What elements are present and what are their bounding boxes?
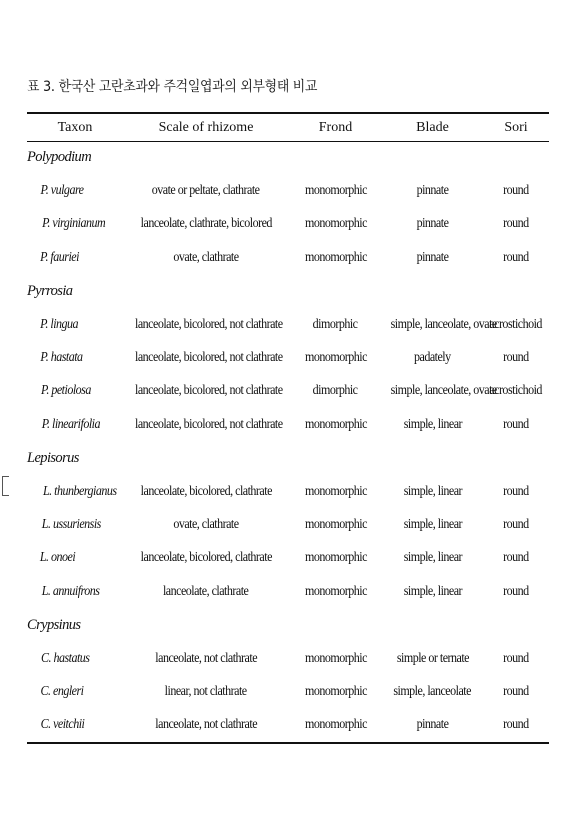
cell-frond [289,308,382,341]
cell-scale [123,575,289,608]
cell-scale-text: lanceolate, bicolored, not clathrate [135,416,283,432]
cell-taxon [27,709,123,742]
cell-taxon-text: P. vulgare [40,183,84,199]
cell-blade-text: simple, lanceolate [393,683,472,699]
cell-scale-text: lanceolate, clathrate, bicolored [140,216,272,232]
cell-sori-text: round [503,249,529,265]
col-header-sori: Sori [504,119,528,135]
cell-sori-text: round [503,183,529,199]
table-row [27,174,549,207]
cell-scale [123,542,289,575]
cell-sori-text: round [503,683,529,699]
header-row [27,114,549,141]
cell-taxon [27,575,123,608]
table-row [27,508,549,541]
cell-taxon [27,208,123,241]
cell-scale [123,341,289,374]
cell-scale-text: lanceolate, bicolored, not clathrate [135,316,283,332]
cell-taxon [27,508,123,541]
cell-blade-text: pinnate [416,216,449,232]
cell-scale-text: linear, not clathrate [165,683,247,699]
cell-taxon-text: P. fauriei [40,249,79,265]
cell-frond-text: monomorphic [304,483,367,499]
table-row [27,308,549,341]
cell-taxon-text: C. veitchii [40,717,85,733]
table-row [27,341,549,374]
table-body [27,141,549,742]
cell-blade [382,508,483,541]
cell-sori-text: round [503,583,529,599]
cell-frond-text: monomorphic [304,183,367,199]
cell-taxon-text: P. lingua [40,316,79,332]
cell-sori-text: round [503,483,529,499]
cell-scale-text: lanceolate, bicolored, not clathrate [135,350,283,366]
cell-scale-text: lanceolate, not clathrate [155,717,257,733]
cell-frond [289,341,382,374]
cell-taxon [27,174,123,207]
cell-frond-text: monomorphic [304,717,367,733]
cell-scale [123,308,289,341]
cell-frond-text: monomorphic [304,249,367,265]
col-header-blade: Blade [416,119,449,135]
cell-frond [289,642,382,675]
cell-scale-text: ovate, clathrate [173,249,239,265]
cell-blade [382,675,483,708]
cell-scale [123,174,289,207]
cell-sori-text: round [503,717,529,733]
cell-sori [483,709,549,742]
cell-blade [382,408,483,441]
cell-frond [289,542,382,575]
table-bottom-rule [27,742,549,744]
cell-sori [483,475,549,508]
cell-blade-text: padately [414,350,451,366]
cell-scale [123,642,289,675]
cell-frond-text: monomorphic [304,650,367,666]
genus-row [27,275,549,308]
cell-taxon-text: L. annuifrons [41,583,100,599]
cell-frond [289,208,382,241]
cell-taxon [27,642,123,675]
genus-name: Pyrrosia [27,282,73,299]
cell-sori [483,308,549,341]
cell-sori [483,408,549,441]
cell-taxon-text: P. linearifolia [41,416,101,432]
cell-blade-text: simple or ternate [396,650,469,666]
table-row [27,475,549,508]
cell-scale [123,408,289,441]
cell-taxon-text: L. ussuriensis [41,516,101,532]
cell-sori-text: acrostichoid [489,316,543,332]
cell-sori [483,375,549,408]
cell-taxon [27,675,123,708]
cell-blade-text: simple, linear [403,416,462,432]
cell-frond-text: monomorphic [304,516,367,532]
genus-name: Crypsinus [27,616,81,633]
table-row [27,208,549,241]
cell-frond-text: monomorphic [304,683,367,699]
cell-frond-text: monomorphic [304,583,367,599]
cell-blade-text: pinnate [416,249,449,265]
cell-scale-text: ovate or peltate, clathrate [152,183,260,199]
cell-scale [123,475,289,508]
cell-taxon [27,375,123,408]
cell-sori [483,174,549,207]
cell-scale-text: ovate, clathrate [173,516,239,532]
cell-blade [382,709,483,742]
cell-sori [483,575,549,608]
cell-taxon-text: L. onoei [39,550,76,566]
col-header-taxon: Taxon [57,119,93,135]
cell-frond-text: monomorphic [304,416,367,432]
cell-scale-text: lanceolate, not clathrate [155,650,257,666]
cell-sori-text: round [503,516,529,532]
cell-blade-text: simple, lanceolate, ovate [390,316,497,332]
cell-blade-text: pinnate [416,183,449,199]
cell-scale [123,709,289,742]
cell-blade [382,375,497,408]
cell-frond [289,408,382,441]
cell-frond-text: monomorphic [304,216,367,232]
cell-sori-text: round [503,350,529,366]
table-row [27,408,549,441]
cell-scale-text: lanceolate, clathrate [163,583,249,599]
cell-taxon-text: P. petiolosa [41,383,91,399]
table-row [27,642,549,675]
cell-taxon-text: C. engleri [40,683,84,699]
cell-blade [382,642,483,675]
cell-blade-text: simple, linear [403,483,462,499]
table-header [27,114,549,141]
cell-taxon-text: P. virginianum [42,216,106,232]
cell-scale [123,375,289,408]
cell-blade [382,174,483,207]
cell-frond-text: monomorphic [304,550,367,566]
cell-sori-text: round [503,650,529,666]
cell-taxon [27,408,123,441]
cell-scale [123,675,289,708]
cell-taxon [27,475,123,508]
cell-sori [483,341,549,374]
cell-frond [289,241,382,274]
cell-frond [289,475,382,508]
cell-blade [382,208,483,241]
cell-blade-text: simple, linear [403,516,462,532]
table-row [27,709,549,742]
genus-row [27,141,549,174]
cell-frond-text: dimorphic [313,383,358,399]
cell-taxon [27,341,123,374]
cell-taxon [27,308,123,341]
page-edge-mark [2,476,9,496]
genus-row [27,608,549,641]
table-row [27,542,549,575]
cell-scale-text: lanceolate, bicolored, clathrate [140,483,272,499]
cell-sori [483,542,549,575]
morphology-comparison-table [27,114,549,742]
cell-blade [382,308,497,341]
cell-taxon [27,542,123,575]
cell-sori-text: round [503,216,529,232]
table-row [27,241,549,274]
table-row [27,375,549,408]
cell-frond [289,508,382,541]
cell-sori-text: round [503,416,529,432]
cell-blade [382,341,483,374]
cell-taxon-text: C. hastatus [40,650,90,666]
cell-blade [382,575,483,608]
cell-sori [483,642,549,675]
cell-scale-text: lanceolate, bicolored, not clathrate [135,383,283,399]
genus-row [27,442,549,475]
cell-blade [382,241,483,274]
cell-blade-text: pinnate [416,717,449,733]
cell-frond [289,709,382,742]
cell-frond [289,575,382,608]
genus-name: Lepisorus [27,449,79,466]
cell-blade-text: simple, lanceolate, ovate [390,383,497,399]
cell-sori [483,241,549,274]
col-header-frond: Frond [318,119,353,135]
cell-frond-text: dimorphic [313,316,358,332]
cell-frond-text: monomorphic [304,350,367,366]
genus-name: Polypodium [27,149,92,166]
cell-taxon-text: P. hastata [40,350,83,366]
cell-scale [123,208,289,241]
cell-frond [289,375,382,408]
table-row [27,575,549,608]
cell-blade-text: simple, linear [403,583,462,599]
cell-scale [123,241,289,274]
cell-sori [483,208,549,241]
table-caption: 표 3. 한국산 고란초과와 주걱일엽과의 외부형태 비교 [27,79,318,95]
cell-frond [289,174,382,207]
cell-scale-text: lanceolate, bicolored, clathrate [140,550,272,566]
cell-frond [289,675,382,708]
cell-blade [382,542,483,575]
cell-taxon-text: L. thunbergianus [42,483,117,499]
cell-blade-text: simple, linear [403,550,462,566]
col-header-scale: Scale of rhizome [158,119,254,135]
cell-taxon [27,241,123,274]
cell-blade [382,475,483,508]
cell-sori [483,508,549,541]
cell-sori-text: acrostichoid [489,383,543,399]
cell-scale [123,508,289,541]
cell-sori [483,675,549,708]
table-row [27,675,549,708]
cell-sori-text: round [503,550,529,566]
